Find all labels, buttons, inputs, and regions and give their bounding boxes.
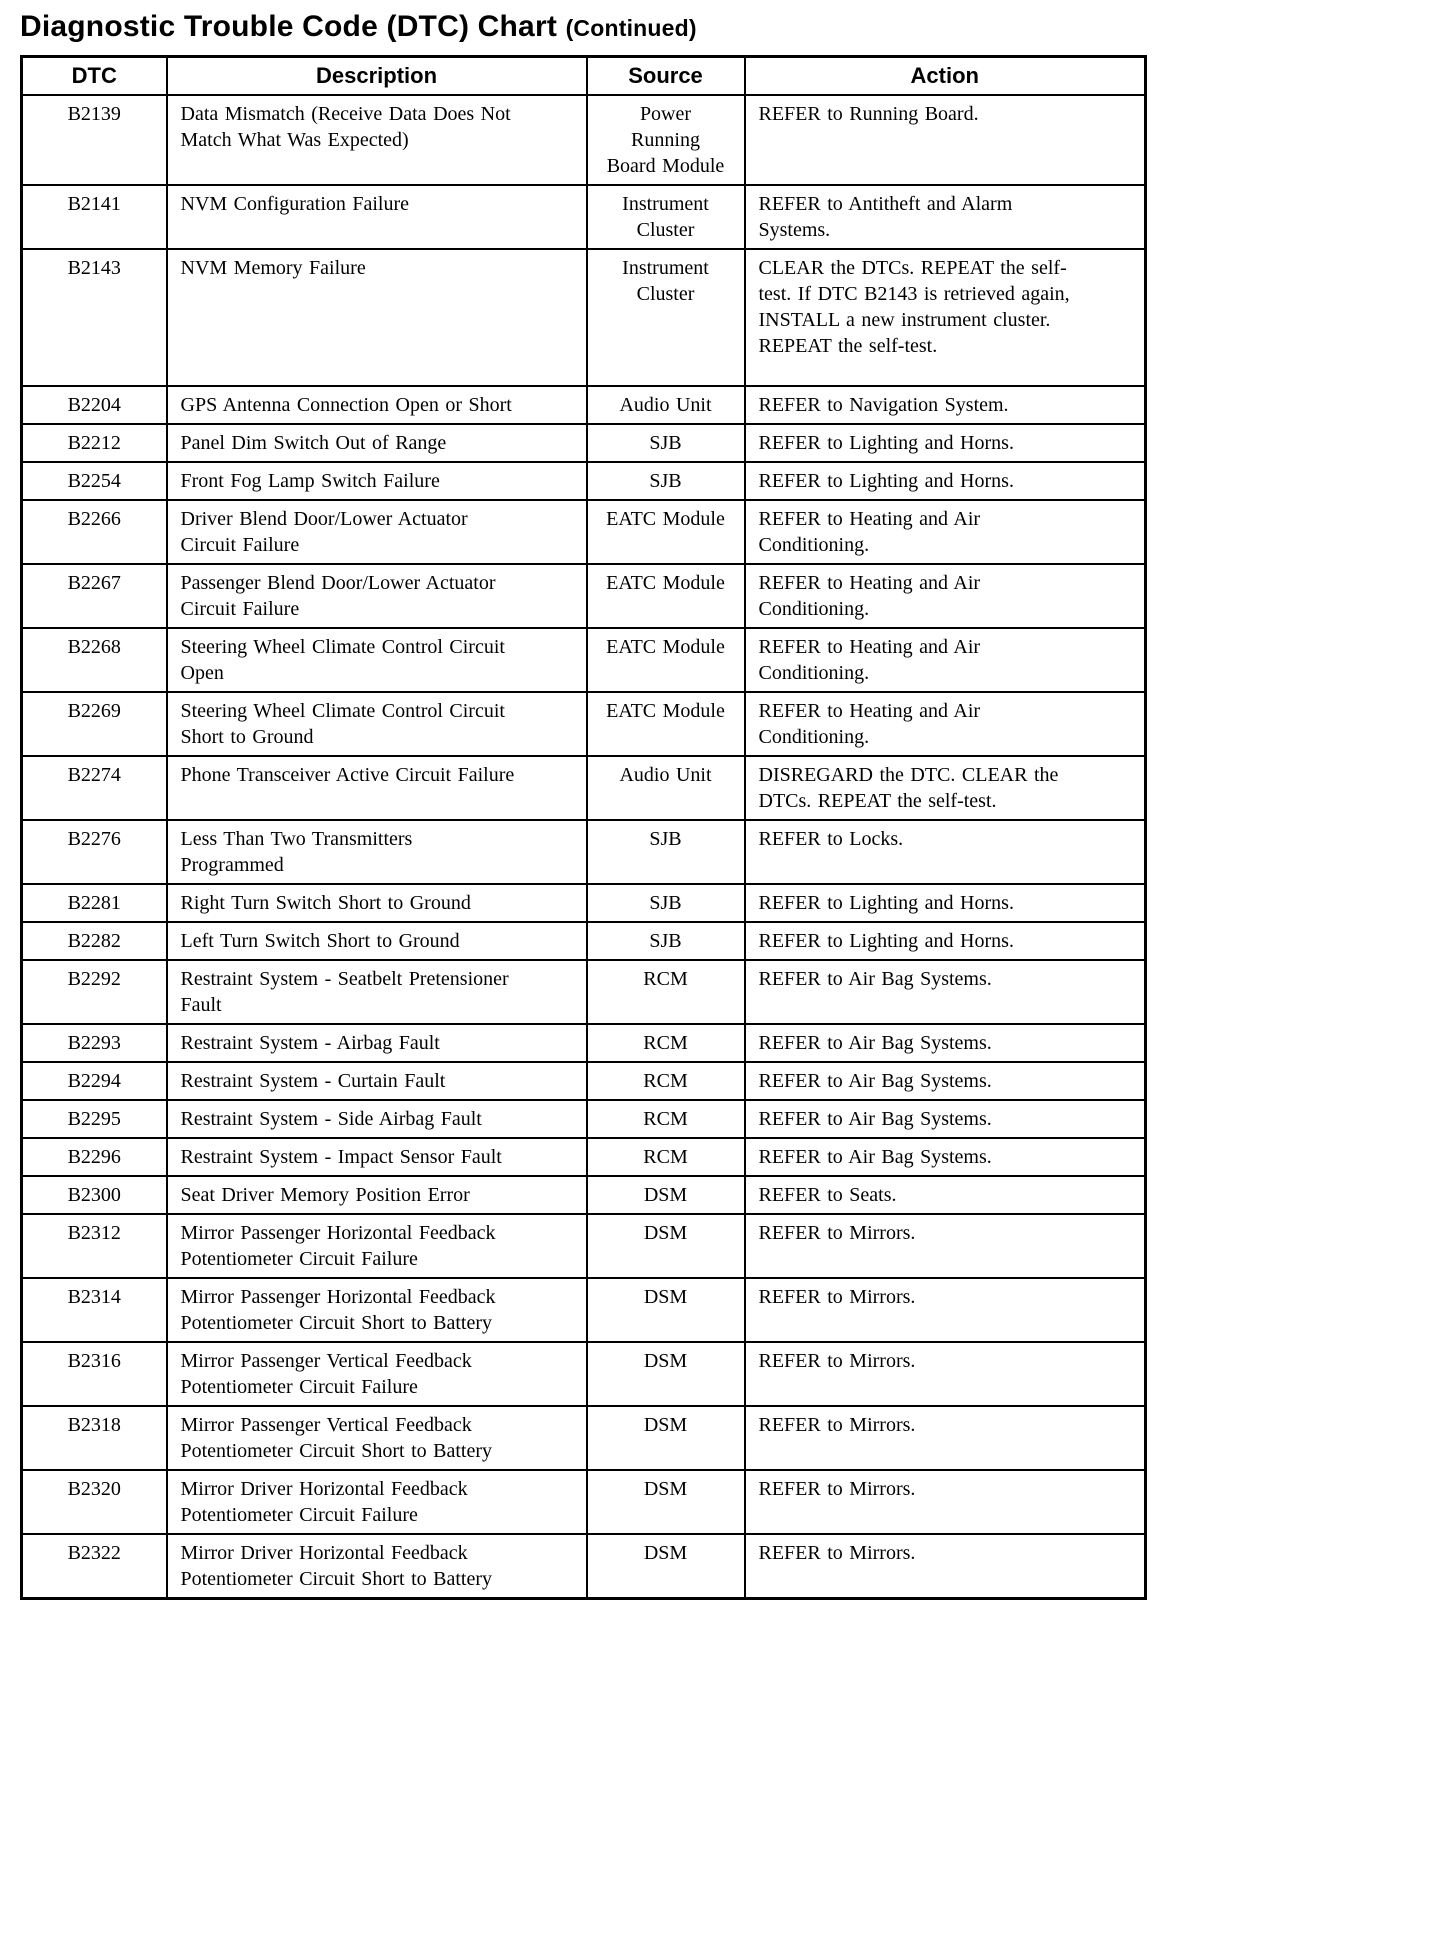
cell-source: DSM [587,1278,745,1342]
cell-dtc: B2276 [22,820,167,884]
cell-source: RCM [587,1024,745,1062]
cell-dtc: B2254 [22,462,167,500]
cell-action: REFER to Lighting and Horns. [745,462,1146,500]
cell-action: REFER to Navigation System. [745,386,1146,424]
cell-description: Mirror Passenger Horizontal Feedback Potentiometer Circuit Failure [167,1214,587,1278]
table-row [22,1062,1146,1100]
cell-action: REFER to Heating and Air Conditioning. [745,500,1146,564]
cell-action: REFER to Lighting and Horns. [745,884,1146,922]
cell-action: REFER to Mirrors. [745,1470,1146,1534]
cell-description: Mirror Passenger Vertical Feedback Potentiometer Circuit Failure [167,1342,587,1406]
cell-dtc: B2322 [22,1534,167,1599]
cell-action: REFER to Heating and Air Conditioning. [745,692,1146,756]
cell-action: REFER to Mirrors. [745,1278,1146,1342]
cell-dtc: B2300 [22,1176,167,1214]
table-row [22,1176,1146,1214]
cell-source: EATC Module [587,692,745,756]
cell-source: EATC Module [587,500,745,564]
cell-action: REFER to Mirrors. [745,1534,1146,1599]
cell-description: Steering Wheel Climate Control Circuit Short to Ground [167,692,587,756]
cell-source: DSM [587,1176,745,1214]
cell-source: RCM [587,1062,745,1100]
cell-description: Restraint System - Seatbelt Pretensioner Fault [167,960,587,1024]
cell-source: DSM [587,1214,745,1278]
cell-description: Data Mismatch (Receive Data Does Not Match What Was Expected) [167,95,587,185]
cell-source: SJB [587,820,745,884]
table-row [22,820,1146,884]
table-row [22,95,1146,185]
header-action: Action [745,57,1146,96]
table-row [22,564,1146,628]
cell-action: REFER to Lighting and Horns. [745,424,1146,462]
cell-source: RCM [587,960,745,1024]
cell-dtc: B2266 [22,500,167,564]
cell-action: REFER to Mirrors. [745,1406,1146,1470]
cell-source: EATC Module [587,564,745,628]
table-row [22,386,1146,424]
cell-action: REFER to Air Bag Systems. [745,1024,1146,1062]
table-row [22,462,1146,500]
cell-description: Mirror Passenger Horizontal Feedback Potentiometer Circuit Short to Battery [167,1278,587,1342]
cell-source: Audio Unit [587,386,745,424]
cell-action: REFER to Antitheft and Alarm Systems. [745,185,1146,249]
table-row [22,1100,1146,1138]
cell-action: REFER to Air Bag Systems. [745,1062,1146,1100]
cell-action: REFER to Air Bag Systems. [745,1138,1146,1176]
cell-source: Instrument Cluster [587,185,745,249]
cell-action: REFER to Seats. [745,1176,1146,1214]
header-source: Source [587,57,745,96]
table-row [22,1214,1146,1278]
table-row [22,884,1146,922]
cell-action: REFER to Air Bag Systems. [745,960,1146,1024]
cell-description: Less Than Two Transmitters Programmed [167,820,587,884]
cell-dtc: B2212 [22,424,167,462]
table-row [22,756,1146,820]
cell-dtc: B2274 [22,756,167,820]
cell-source: EATC Module [587,628,745,692]
table-row [22,500,1146,564]
cell-description: Mirror Driver Horizontal Feedback Potentiometer Circuit Failure [167,1470,587,1534]
cell-action: REFER to Mirrors. [745,1214,1146,1278]
cell-dtc: B2316 [22,1342,167,1406]
dtc-table [20,55,1147,1600]
table-header-row [22,57,1146,96]
table-row [22,1534,1146,1599]
cell-description: NVM Configuration Failure [167,185,587,249]
cell-source: DSM [587,1534,745,1599]
table-body [22,95,1146,1599]
table-row [22,1406,1146,1470]
cell-description: Restraint System - Airbag Fault [167,1024,587,1062]
cell-dtc: B2296 [22,1138,167,1176]
cell-description: NVM Memory Failure [167,249,587,386]
cell-description: Panel Dim Switch Out of Range [167,424,587,462]
cell-dtc: B2267 [22,564,167,628]
cell-dtc: B2318 [22,1406,167,1470]
cell-description: Left Turn Switch Short to Ground [167,922,587,960]
page-title [20,10,1456,45]
cell-action: REFER to Locks. [745,820,1146,884]
cell-source: SJB [587,922,745,960]
cell-description: Restraint System - Side Airbag Fault [167,1100,587,1138]
table-row [22,628,1146,692]
cell-source: Audio Unit [587,756,745,820]
cell-source: DSM [587,1470,745,1534]
cell-dtc: B2268 [22,628,167,692]
cell-description: Mirror Driver Horizontal Feedback Potentiometer Circuit Short to Battery [167,1534,587,1599]
cell-source: RCM [587,1138,745,1176]
table-row [22,249,1146,386]
cell-dtc: B2312 [22,1214,167,1278]
table-row [22,1138,1146,1176]
cell-description: Phone Transceiver Active Circuit Failure [167,756,587,820]
table-row [22,1024,1146,1062]
table-row [22,692,1146,756]
cell-dtc: B2204 [22,386,167,424]
cell-dtc: B2314 [22,1278,167,1342]
cell-source: DSM [587,1342,745,1406]
cell-action: REFER to Heating and Air Conditioning. [745,628,1146,692]
cell-dtc: B2320 [22,1470,167,1534]
cell-description: Driver Blend Door/Lower Actuator Circuit Failure [167,500,587,564]
cell-dtc: B2293 [22,1024,167,1062]
cell-dtc: B2141 [22,185,167,249]
cell-source: Instrument Cluster [587,249,745,386]
cell-action: REFER to Running Board. [745,95,1146,185]
cell-dtc: B2139 [22,95,167,185]
table-row [22,922,1146,960]
table-row [22,960,1146,1024]
page-title-continued: (Continued) [565,15,697,41]
cell-source: Power Running Board Module [587,95,745,185]
cell-description: Restraint System - Curtain Fault [167,1062,587,1100]
cell-dtc: B2294 [22,1062,167,1100]
cell-dtc: B2292 [22,960,167,1024]
cell-description: Passenger Blend Door/Lower Actuator Circuit Failure [167,564,587,628]
table-row [22,185,1146,249]
cell-action: REFER to Heating and Air Conditioning. [745,564,1146,628]
cell-source: SJB [587,424,745,462]
table-row [22,424,1146,462]
header-dtc: DTC [22,57,167,96]
cell-source: SJB [587,884,745,922]
header-description: Description [167,57,587,96]
cell-description: Right Turn Switch Short to Ground [167,884,587,922]
table-row [22,1470,1146,1534]
cell-description: Seat Driver Memory Position Error [167,1176,587,1214]
cell-description: Mirror Passenger Vertical Feedback Potentiometer Circuit Short to Battery [167,1406,587,1470]
cell-action: CLEAR the DTCs. REPEAT the self-test. If DTC B2143 is retrieved again, INSTALL a new instrument cluster. REPEAT the self-test. [745,249,1146,386]
cell-dtc: B2282 [22,922,167,960]
cell-source: DSM [587,1406,745,1470]
page-title-main: Diagnostic Trouble Code (DTC) Chart [20,10,558,43]
cell-description: Front Fog Lamp Switch Failure [167,462,587,500]
table-row [22,1278,1146,1342]
cell-description: Steering Wheel Climate Control Circuit Open [167,628,587,692]
cell-action: REFER to Lighting and Horns. [745,922,1146,960]
cell-dtc: B2295 [22,1100,167,1138]
table-row [22,1342,1146,1406]
cell-dtc: B2269 [22,692,167,756]
cell-description: Restraint System - Impact Sensor Fault [167,1138,587,1176]
cell-action: REFER to Air Bag Systems. [745,1100,1146,1138]
cell-dtc: B2281 [22,884,167,922]
cell-source: RCM [587,1100,745,1138]
cell-source: SJB [587,462,745,500]
cell-dtc: B2143 [22,249,167,386]
cell-description: GPS Antenna Connection Open or Short [167,386,587,424]
cell-action: REFER to Mirrors. [745,1342,1146,1406]
cell-action: DISREGARD the DTC. CLEAR the DTCs. REPEAT the self-test. [745,756,1146,820]
